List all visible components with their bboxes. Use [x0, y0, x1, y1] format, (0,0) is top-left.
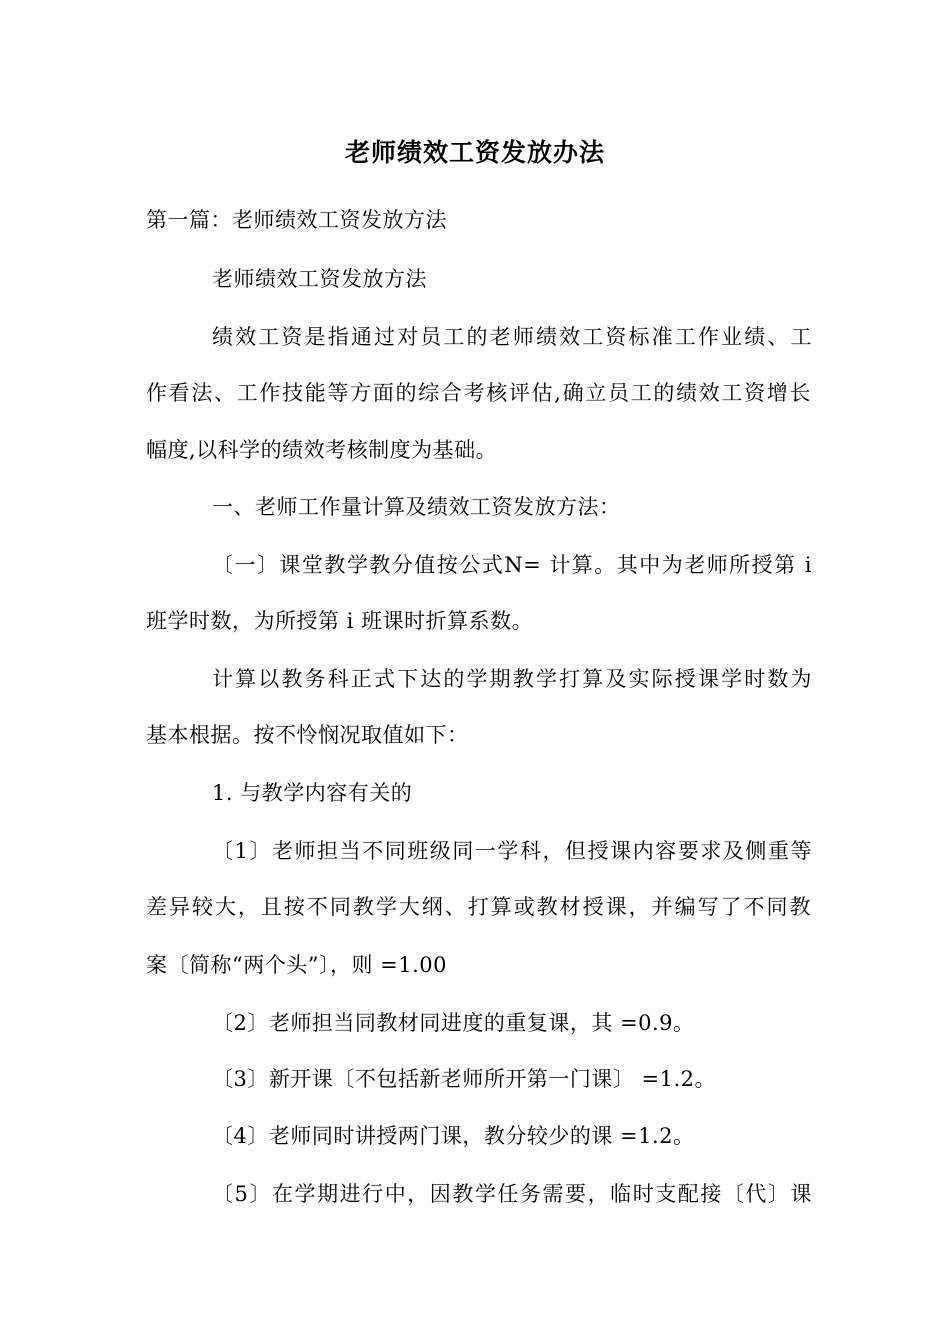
- paragraph-line: 绩效工资是指通过对员工的老师绩效工资标准工作业绩、工: [212, 325, 812, 349]
- paragraph-line: 案〔简称“两个头”〕，则 =1.00: [146, 953, 447, 977]
- list-item: 〔4〕老师同时讲授两门课，教分较少的课 =1.2。: [212, 1124, 695, 1148]
- section-heading: 第一篇：老师绩效工资发放方法: [146, 208, 447, 232]
- paragraph-line: 一、老师工作量计算及绩效工资发放方法：: [212, 495, 621, 519]
- document-title: 老师绩效工资发放办法: [344, 138, 605, 167]
- list-item: 〔1〕老师担当不同班级同一学科，但授课内容要求及侧重等: [212, 839, 812, 863]
- paragraph-line: 基本根据。按不怜悯况取值如下：: [146, 723, 469, 747]
- list-item: 〔5〕在学期进行中，因教学任务需要，临时支配接〔代〕课: [212, 1182, 812, 1206]
- subsection-heading: 老师绩效工资发放方法: [212, 267, 427, 291]
- paragraph-line: 差异较大，且按不同教学大纲、打算或教材授课，并编写了不同教: [146, 895, 811, 919]
- list-item: 〔3〕新开课〔不包括新老师所开第一门课〕 =1.2。: [212, 1067, 717, 1091]
- list-item: 1. 与教学内容有关的: [212, 781, 413, 805]
- paragraph-line: 幅度,以科学的绩效考核制度为基础。: [146, 438, 498, 462]
- paragraph-line: 计算以教务科正式下达的学期教学打算及实际授课学时数为: [212, 667, 812, 691]
- paragraph-line: 作看法、工作技能等方面的综合考核评估,确立员工的绩效工资增长: [146, 381, 811, 405]
- list-item: 〔2〕老师担当同教材同进度的重复课，其 =0.9。: [212, 1011, 695, 1035]
- paragraph-line: 〔一〕课堂教学教分值按公式N= 计算。其中为老师所授第 i: [212, 553, 812, 577]
- paragraph-line: 班学时数，为所授第 i 班课时折算系数。: [146, 609, 534, 633]
